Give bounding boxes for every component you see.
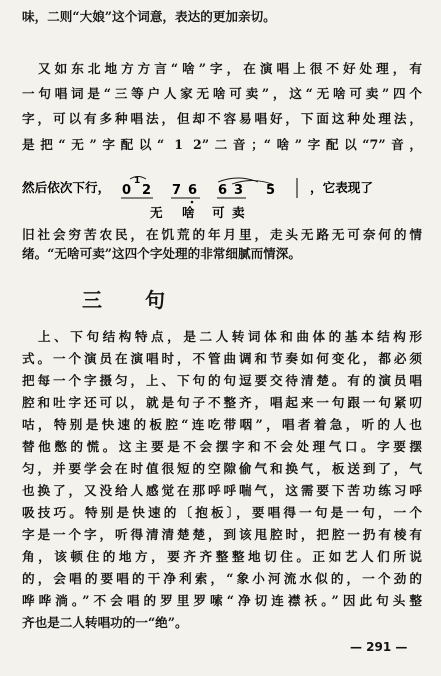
jianpu-notation bbox=[22, 172, 422, 222]
text-line: 是把“无”字配以“ 1 2”二音；“啥”字配以“7”音， bbox=[22, 137, 422, 152]
note: 6 bbox=[218, 183, 228, 198]
text-line: 齐也是二人转唱功的一“绝”。 bbox=[22, 615, 188, 630]
note: 6 bbox=[188, 183, 198, 198]
slur bbox=[218, 178, 258, 182]
lyric-char: 啥 bbox=[182, 205, 195, 220]
text-line: 上、下句结构特点，是二人转词体和曲体的基本结构形 bbox=[38, 329, 422, 344]
note: 3 bbox=[234, 183, 244, 198]
note: 7 bbox=[172, 183, 182, 198]
text-line: 味，二则“大娘”这个词意，表达的更加亲切。 bbox=[22, 9, 276, 24]
note: 2 bbox=[142, 183, 152, 198]
lyric-char: 无 bbox=[150, 205, 163, 220]
text-line: 替他憋的慌。这主要是不会摆字和不会处理气口。字要摆 bbox=[22, 439, 422, 454]
text-line: 旧社会穷苦农民，在饥荒的年月里，走头无路无可奈何的情 bbox=[22, 227, 422, 242]
text-line: 字，可以有多种唱法，但却不容易唱好，下面这种处理法， bbox=[22, 111, 422, 126]
text-line: 一句唱词是“三等户人家无啥可卖”，这“无啥可卖”四个 bbox=[22, 86, 422, 101]
notation-lead-text: 然后依次下行， bbox=[22, 180, 111, 195]
note: 0 bbox=[122, 183, 132, 198]
text-line: 腔和吐字还可以，就是句子不整齐，唱起来一句跟一句紧叨 bbox=[22, 395, 422, 410]
grace-note: 1 bbox=[134, 176, 141, 186]
notation-svg bbox=[22, 172, 422, 222]
octave-dot bbox=[191, 201, 194, 204]
text-line: 把每一个字摄匀，上、下句的句逗要交待清楚。有的演员唱 bbox=[22, 373, 422, 388]
notation-tail-text: ，它表现了 bbox=[310, 180, 373, 195]
text-line: 吸技巧。特别是快速的〔抱板〕，要唱得一句是一句，一个 bbox=[22, 505, 422, 520]
text-line: 咕，特别是快速的板腔“连吃带咽”，唱者着急，听的人也 bbox=[22, 417, 422, 432]
text-line: 也换了，又没给人感觉在那呼呼喘气，这需要下苦功练习呼 bbox=[22, 483, 422, 498]
lyric-char: 可 bbox=[212, 205, 225, 220]
text-line: 式。一个演员在演唱时，不管曲调和节奏如何变化，都必须 bbox=[22, 351, 422, 366]
section-heading: 三 句 bbox=[82, 288, 183, 312]
page-number: — 291 — bbox=[350, 640, 408, 654]
text-line: 的，会唱的要唱的干净利索，“象小河流水似的，一个劲的 bbox=[22, 571, 422, 586]
text-line: 又如东北地方方言“啥”字，在演唱上很不好处理，有 bbox=[38, 61, 422, 76]
lyric-char: 卖 bbox=[232, 205, 245, 220]
text-line: 绪。“无啥可卖”这四个字处理的非常细腻而情深。 bbox=[22, 246, 301, 261]
note: 5 bbox=[266, 183, 276, 198]
text-line: 字是一个字，听得清清楚楚，到该甩腔时，把腔一扔有棱有 bbox=[22, 527, 422, 542]
text-line: 哗哗淌。”不会唱的罗里罗嗦“净切连襟袄。”因此句头整 bbox=[22, 593, 422, 608]
text-line: 角，该顿住的地方，要齐齐整整地切住。正如艺人们所说 bbox=[22, 549, 422, 564]
text-line: 匀，并要学会在时值很短的空隙偷气和换气，板送到了，气 bbox=[22, 461, 422, 476]
